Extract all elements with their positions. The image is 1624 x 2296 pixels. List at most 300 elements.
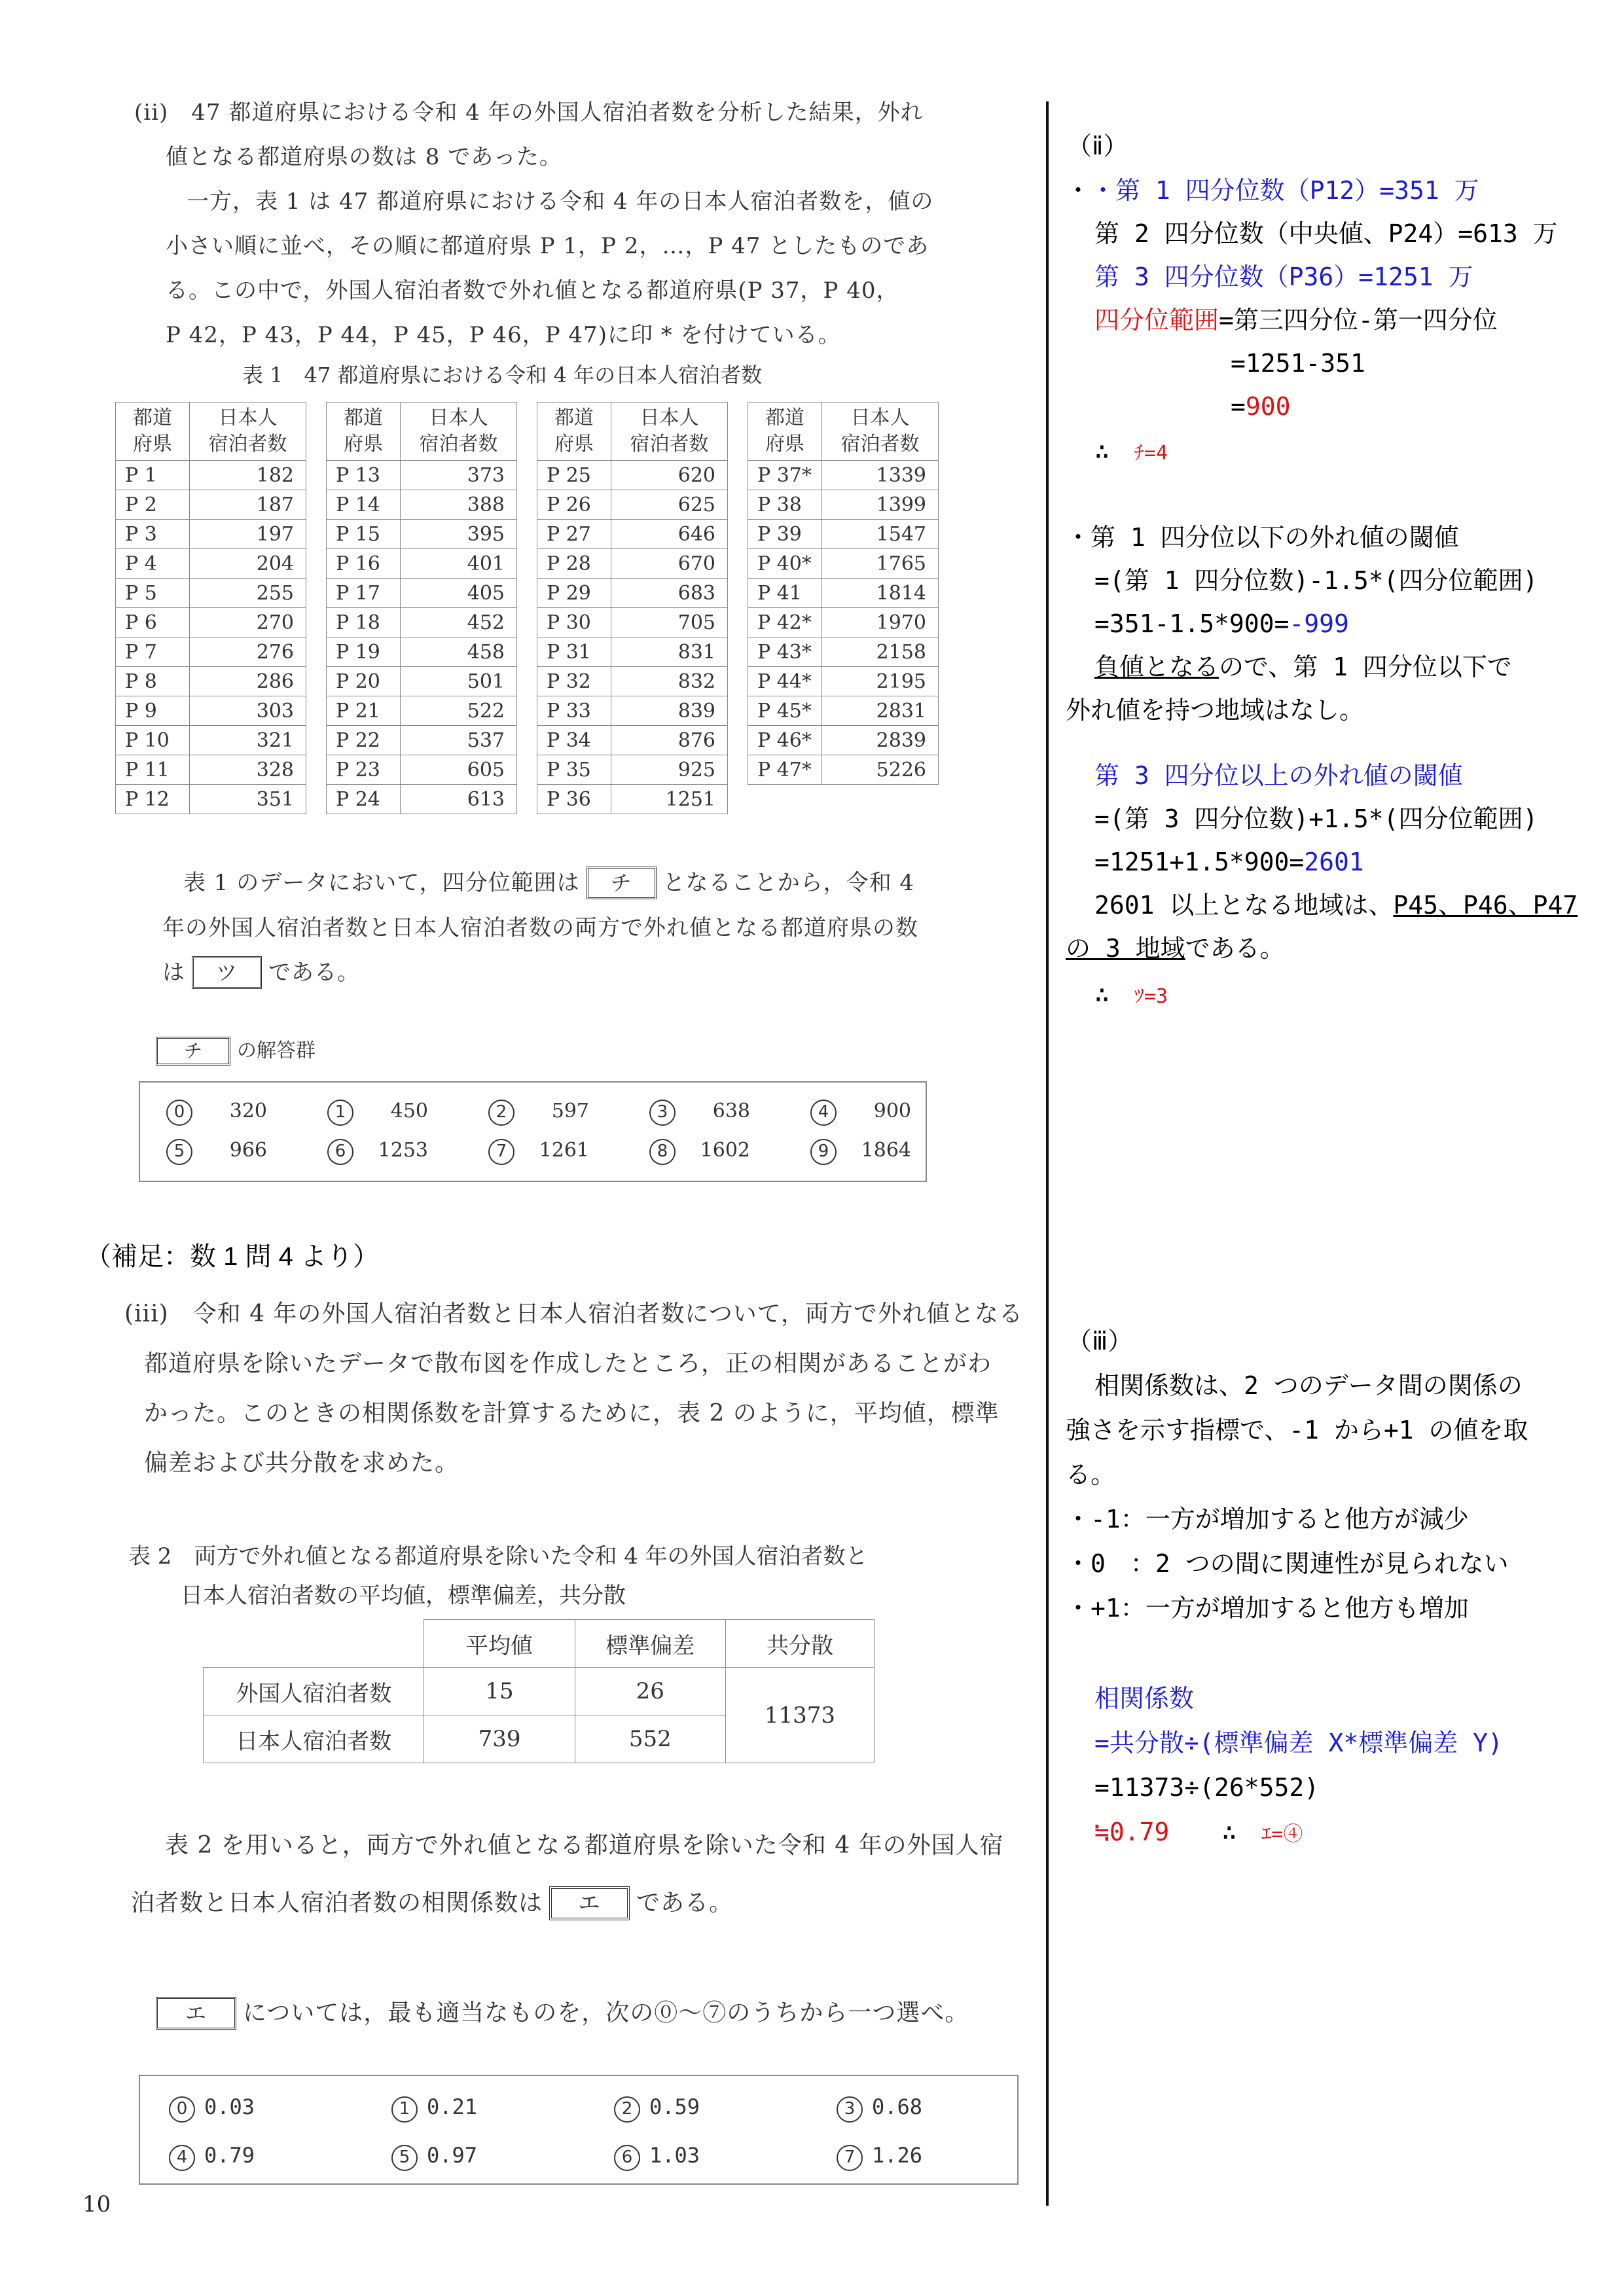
- choice-value: 900: [873, 1100, 911, 1122]
- header-cov: 共分散: [725, 1620, 874, 1668]
- corr-title: 相関係数: [1094, 1684, 1195, 1713]
- choice-number: 7: [488, 1139, 514, 1165]
- table-row: [537, 549, 728, 579]
- table-row: [116, 461, 306, 490]
- choice-number: 9: [810, 1139, 837, 1165]
- choice-item: [614, 2094, 715, 2123]
- column-divider: [1046, 101, 1049, 2206]
- choice-number: 3: [649, 1100, 676, 1126]
- table-row: [116, 520, 306, 549]
- table1-block: [748, 402, 939, 785]
- q-text: は: [162, 960, 185, 986]
- pref-cell: P 21: [327, 696, 401, 726]
- equals: =: [1231, 392, 1246, 421]
- value-cell: 373: [401, 461, 517, 490]
- value-cell: 646: [611, 520, 728, 549]
- value-cell: 1339: [822, 461, 939, 490]
- value-cell: 401: [401, 549, 517, 579]
- choice-item: [327, 1139, 428, 1165]
- pref-cell: P 36: [537, 785, 611, 814]
- header-text: 府県: [344, 433, 383, 456]
- value-cell: 1765: [822, 549, 939, 579]
- choice-item: [810, 1139, 911, 1165]
- value-cell: 537: [401, 726, 517, 755]
- pref-cell: P 28: [537, 549, 611, 579]
- section-iii-title: （ⅲ）: [1067, 1327, 1133, 1355]
- table-row: [537, 726, 728, 755]
- iqr-calc: =1251-351: [1231, 349, 1365, 378]
- table-row: [748, 755, 939, 785]
- header-text: 日本人: [850, 406, 910, 429]
- table-row: [327, 461, 517, 490]
- choice-number: 0: [169, 2096, 195, 2123]
- value-cell: 705: [611, 608, 728, 637]
- choice-item: [391, 2143, 492, 2171]
- over-threshold-line: [1094, 889, 1578, 922]
- therefore-symbol: ∴: [1221, 1818, 1237, 1846]
- table1-title: 表 1 47 都道府県における令和 4 年の日本人宿泊者数: [242, 363, 763, 387]
- negative-underline: 負値となる: [1094, 653, 1219, 681]
- choice-value: 0.79: [204, 2143, 255, 2168]
- q3-question-line2: [131, 1881, 733, 1926]
- value-cell: 5226: [822, 755, 939, 785]
- header-text: 宿泊者数: [419, 433, 498, 456]
- low-threshold-calc: [1094, 607, 1349, 640]
- choice-item: [327, 1100, 428, 1126]
- section-ii-title: （ⅱ）: [1067, 132, 1128, 160]
- pref-cell: P 12: [116, 785, 190, 814]
- iqr-definition: =第三四分位-第一四分位: [1219, 306, 1498, 334]
- value-cell: 2831: [822, 696, 939, 726]
- q2-line: 一方，表 1 は 47 都道府県における令和 4 年の日本人宿泊者数を，値の: [187, 188, 934, 215]
- choice-item: [169, 2094, 270, 2123]
- over-text: 2601 以上となる地域は、: [1094, 891, 1394, 920]
- therefore-symbol: ∴: [1094, 980, 1110, 1009]
- value-cell: 613: [401, 785, 517, 814]
- value-cell: 683: [611, 579, 728, 608]
- table1: [115, 402, 940, 821]
- choice-number: 6: [614, 2145, 640, 2171]
- chi-answer-line: [1094, 435, 1168, 470]
- table-row: [537, 520, 728, 549]
- answer-tsu: ﾂ=3: [1134, 985, 1168, 1008]
- over-text: である。: [1185, 934, 1285, 963]
- choice-item: [614, 2143, 715, 2171]
- choice-number: 5: [391, 2145, 418, 2171]
- table-row: [748, 667, 939, 696]
- header-value: [611, 403, 728, 461]
- table-row: [116, 726, 306, 755]
- pref-cell: P 11: [116, 755, 190, 785]
- calc-text: =351-1.5*900=: [1094, 609, 1290, 638]
- header-text: 宿泊者数: [208, 433, 287, 456]
- table-row: [748, 608, 939, 637]
- choice-value: 0.59: [649, 2094, 700, 2119]
- value-cell: 276: [190, 637, 306, 667]
- pref-cell: P 8: [116, 667, 190, 696]
- table-row: [537, 755, 728, 785]
- header-text: 宿泊者数: [840, 433, 920, 456]
- table-row: [116, 667, 306, 696]
- value-cell: 620: [611, 461, 728, 490]
- choice-value: 1602: [700, 1139, 750, 1162]
- pref-cell: P 4: [116, 549, 190, 579]
- table-row: [116, 696, 306, 726]
- value-cell: 388: [401, 490, 517, 520]
- pref-cell: P 20: [327, 667, 401, 696]
- pref-cell: P 27: [537, 520, 611, 549]
- choice-item: [488, 1100, 589, 1126]
- choice-value: 0.03: [204, 2094, 255, 2119]
- pref-cell: P 33: [537, 696, 611, 726]
- pref-cell: P 44*: [748, 667, 822, 696]
- q3-line: 都道府県を除いたデータで散布図を作成したところ，正の相関があることがわ: [144, 1350, 992, 1377]
- tsu-answer-line: [1094, 978, 1168, 1013]
- header-value: [822, 403, 939, 461]
- q-text: 表 1 のデータにおいて，四分位範囲は: [183, 870, 580, 896]
- table-row: [327, 755, 517, 785]
- header-sd: 標準偏差: [575, 1620, 725, 1668]
- pref-cell: P 26: [537, 490, 611, 520]
- pref-cell: P 13: [327, 461, 401, 490]
- over-count: の 3 地域: [1066, 934, 1185, 963]
- value-cell: 832: [611, 667, 728, 696]
- blank-cell: [204, 1620, 424, 1668]
- value-cell: 1547: [822, 520, 939, 549]
- pref-cell: P 29: [537, 579, 611, 608]
- choice-number: 7: [837, 2145, 863, 2171]
- header-text: 日本人: [218, 406, 278, 429]
- iqr-result: [1231, 390, 1291, 423]
- pref-cell: P 46*: [748, 726, 822, 755]
- pref-cell: P 19: [327, 637, 401, 667]
- high-threshold-title: 第 3 四分位以上の外れ値の閾値: [1094, 761, 1463, 790]
- corr-explain-3: る。: [1066, 1460, 1116, 1489]
- choice-number: 3: [837, 2096, 863, 2123]
- header-text: 日本人: [640, 406, 699, 429]
- value-cell: 286: [190, 667, 306, 696]
- value-cell: 1970: [822, 608, 939, 637]
- table-row: [537, 667, 728, 696]
- table-row: [327, 637, 517, 667]
- calc-text: =1251+1.5*900=: [1094, 848, 1305, 876]
- table1-block: [537, 402, 728, 814]
- pref-cell: P 23: [327, 755, 401, 785]
- pref-cell: P 35: [537, 755, 611, 785]
- answer-box-chi: チ: [586, 867, 657, 899]
- choice-number: 0: [166, 1100, 192, 1126]
- choice-number: 1: [327, 1100, 353, 1126]
- supplement-note: （補足：数 1 問 4 より）: [85, 1242, 379, 1271]
- value-cell: 452: [401, 608, 517, 637]
- corr-calc: =11373÷(26*552): [1094, 1773, 1320, 1802]
- value-cell: 2839: [822, 726, 939, 755]
- value-cell: 501: [401, 667, 517, 696]
- corr-explain-4: ・-1：一方が増加すると他方が減少: [1066, 1505, 1469, 1534]
- chi-answer-group-label: [149, 1034, 316, 1066]
- corr-explain-1: 相関係数は、2 つのデータ間の関係の: [1094, 1371, 1523, 1400]
- value-cell: 670: [611, 549, 728, 579]
- choice-value: 0.97: [427, 2143, 478, 2168]
- header-pref: [116, 403, 190, 461]
- table-row: [116, 549, 306, 579]
- table-row: [537, 608, 728, 637]
- header-text: 府県: [554, 433, 594, 456]
- answer-e: ｴ=④: [1261, 1823, 1303, 1846]
- negative-text: ので、第 1 四分位以下で: [1219, 653, 1512, 681]
- pref-cell: P 24: [327, 785, 401, 814]
- table-row: [116, 785, 306, 814]
- choice-number: 5: [166, 1139, 192, 1165]
- corr-explain-5: ・0 ：2 つの間に関連性が見られない: [1066, 1549, 1509, 1578]
- choice-number: 4: [810, 1100, 837, 1126]
- value-cell: 458: [401, 637, 517, 667]
- pref-cell: P 7: [116, 637, 190, 667]
- pref-cell: P 18: [327, 608, 401, 637]
- table1-block: [115, 402, 306, 814]
- value-cell: 351: [190, 785, 306, 814]
- choice-item: [810, 1100, 911, 1126]
- choice-value: 0.21: [427, 2094, 478, 2119]
- q-text: である。: [268, 960, 361, 986]
- negative-note: [1094, 651, 1512, 683]
- choice-number: 2: [488, 1100, 514, 1126]
- choice-item: [166, 1100, 267, 1126]
- q2-question-line2: 年の外国人宿泊者数と日本人宿泊者数の両方で外れ値となる都道府県の数: [162, 915, 918, 941]
- choice-value: 966: [229, 1139, 267, 1162]
- choice-item: [169, 2143, 270, 2171]
- table-row: [116, 490, 306, 520]
- instruction-text: については，最も適当なものを，次の⓪～⑦のうちから一つ選べ。: [243, 2000, 969, 2026]
- table-row: [537, 461, 728, 490]
- value-cell: 1251: [611, 785, 728, 814]
- answer-box-tsu: ツ: [192, 956, 262, 989]
- pref-cell: P 2: [116, 490, 190, 520]
- table-row: [537, 490, 728, 520]
- q2-line: P 42，P 43，P 44，P 45，P 46，P 47)に印 * を付けている。: [166, 322, 841, 348]
- pref-cell: P 1: [116, 461, 190, 490]
- q-text: である。: [636, 1890, 734, 1916]
- iqr-label: 四分位範囲: [1094, 306, 1219, 334]
- value-cell: 187: [190, 490, 306, 520]
- corr-result-line: [1094, 1816, 1303, 1851]
- q2-line: 値となる都道府県の数は 8 であった。: [166, 144, 562, 170]
- choice-item: [837, 2094, 937, 2123]
- table-row: [537, 785, 728, 814]
- choice-value: 450: [390, 1100, 428, 1122]
- table1-block: [326, 402, 517, 814]
- table-row: [748, 637, 939, 667]
- value-cell: 831: [611, 637, 728, 667]
- header-pref: [748, 403, 822, 461]
- choice-value: 320: [229, 1100, 267, 1122]
- q2-question: [183, 860, 1034, 906]
- q3-paragraph: [124, 1289, 1028, 1488]
- row-label: 外国人宿泊者数: [204, 1668, 424, 1715]
- table-row: [748, 696, 939, 726]
- value-cell: 2195: [822, 667, 939, 696]
- q2-line: る。この中で，外国人宿泊者数で外れ値となる都道府県(P 37，P 40，: [166, 278, 899, 304]
- table-row: [327, 490, 517, 520]
- value-cell: 405: [401, 579, 517, 608]
- value-cell: 925: [611, 755, 728, 785]
- pref-cell: P 45*: [748, 696, 822, 726]
- pref-cell: P 15: [327, 520, 401, 549]
- e-choices-box: [139, 2075, 1019, 2185]
- e-instruction: [149, 1991, 969, 2036]
- pref-cell: P 42*: [748, 608, 822, 637]
- header-pref: [537, 403, 611, 461]
- choice-item: [391, 2094, 492, 2123]
- low-threshold-formula: =(第 1 四分位数)-1.5*(四分位範囲): [1094, 566, 1538, 595]
- pref-cell: P 9: [116, 696, 190, 726]
- q3-line: かった。このときの相関係数を計算するために，表 2 のように，平均値，標準: [144, 1400, 1000, 1427]
- pref-cell: P 40*: [748, 549, 822, 579]
- value-cell: 204: [190, 549, 306, 579]
- pref-cell: P 6: [116, 608, 190, 637]
- table-row: [537, 579, 728, 608]
- low-threshold-value: -999: [1289, 609, 1349, 638]
- mean-value: 15: [424, 1668, 575, 1715]
- corr-formula: =共分散÷(標準偏差 X*標準偏差 Y): [1094, 1729, 1503, 1757]
- choice-number: 6: [327, 1139, 353, 1165]
- choice-number: 2: [614, 2096, 640, 2123]
- choice-number: 1: [391, 2096, 418, 2123]
- high-threshold-value: 2601: [1304, 848, 1364, 876]
- pref-cell: P 41: [748, 579, 822, 608]
- corr-value: 0.79: [1109, 1818, 1170, 1846]
- pref-cell: P 5: [116, 579, 190, 608]
- iqr-line: [1094, 304, 1498, 336]
- choice-number: 8: [649, 1139, 676, 1165]
- header-text: 都道: [554, 406, 594, 429]
- header-text: 府県: [133, 433, 172, 456]
- q2-line: 小さい順に並べ，その順に都道府県 P 1，P 2，…，P 47 としたものであ: [166, 233, 929, 259]
- choice-value: 1261: [539, 1139, 589, 1162]
- header-pref: [327, 403, 401, 461]
- q2-line: 第 2 四分位数（中央値、P24）=613 万: [1094, 219, 1558, 248]
- value-cell: 522: [401, 696, 517, 726]
- q2-paragraph: [134, 90, 1024, 357]
- q-text: 泊者数と日本人宿泊者数の相関係数は: [131, 1890, 543, 1916]
- pref-cell: P 47*: [748, 755, 822, 785]
- pref-cell: P 22: [327, 726, 401, 755]
- table-row: [748, 490, 939, 520]
- q3-line: 第 3 四分位数（P36）=1251 万: [1094, 262, 1473, 291]
- q2-question-line3: [162, 950, 360, 995]
- pref-cell: P 34: [537, 726, 611, 755]
- pref-cell: P 31: [537, 637, 611, 667]
- value-cell: 328: [190, 755, 306, 785]
- pref-cell: P 3: [116, 520, 190, 549]
- pref-cell: P 39: [748, 520, 822, 549]
- table-row: [116, 579, 306, 608]
- table-row: [748, 726, 939, 755]
- value-cell: 182: [190, 461, 306, 490]
- pref-cell: P 37*: [748, 461, 822, 490]
- value-cell: 605: [401, 755, 517, 785]
- answer-box-e: エ: [549, 1886, 630, 1920]
- table-row: [748, 549, 939, 579]
- table-row: [327, 520, 517, 549]
- high-threshold-calc: [1094, 846, 1364, 878]
- pref-cell: P 38: [748, 490, 822, 520]
- answer-chi: ﾁ=4: [1134, 442, 1168, 465]
- sd-value: 552: [575, 1715, 725, 1763]
- value-cell: 303: [190, 696, 306, 726]
- choice-value: 638: [712, 1100, 750, 1122]
- table-row: [327, 667, 517, 696]
- table-row: [748, 520, 939, 549]
- therefore-symbol: ∴: [1094, 437, 1110, 465]
- value-cell: 270: [190, 608, 306, 637]
- pref-cell: P 30: [537, 608, 611, 637]
- table-row: [116, 637, 306, 667]
- answer-box-e-small: エ: [156, 1997, 236, 2030]
- approx-symbol: ≒: [1094, 1818, 1110, 1846]
- choice-item: [649, 1100, 750, 1126]
- header-mean: 平均値: [424, 1620, 575, 1668]
- choice-value: 1.03: [649, 2143, 700, 2168]
- mean-value: 739: [424, 1715, 575, 1763]
- table-row: [327, 726, 517, 755]
- corr-explain-6: ・+1：一方が増加すると他方も増加: [1066, 1594, 1469, 1623]
- q3-line: (iii) 令和 4 年の外国人宿泊者数と日本人宿泊者数について，両方で外れ値となる: [124, 1300, 1023, 1327]
- cov-value: 11373: [725, 1668, 874, 1763]
- value-cell: 395: [401, 520, 517, 549]
- q3-question-line1: 表 2 を用いると，両方で外れ値となる都道府県を除いた令和 4 年の外国人宿: [165, 1832, 1004, 1859]
- table-row: [116, 755, 306, 785]
- value-cell: 876: [611, 726, 728, 755]
- pref-cell: P 32: [537, 667, 611, 696]
- over-threshold-line2: [1066, 932, 1285, 965]
- value-cell: 197: [190, 520, 306, 549]
- header-text: 日本人: [429, 406, 488, 429]
- q2-question-line1: [183, 860, 1034, 906]
- header-value: [190, 403, 306, 461]
- choice-value: 1253: [378, 1139, 428, 1162]
- table-row: [116, 608, 306, 637]
- value-cell: 321: [190, 726, 306, 755]
- negative-note-line2: 外れ値を持つ地域はなし。: [1066, 696, 1365, 725]
- table-row: [327, 579, 517, 608]
- q-text: となることから，令和 4: [662, 870, 915, 896]
- label-text: の解答群: [237, 1039, 316, 1062]
- corr-explain-2: 強さを示す指標で、-1 から+1 の値を取: [1066, 1416, 1528, 1444]
- q2-line: (ii) 47 都道府県における令和 4 年の外国人宿泊者数を分析した結果，外れ: [134, 99, 924, 126]
- table2: [203, 1619, 875, 1763]
- choice-number: 4: [169, 2145, 195, 2171]
- header-text: 都道: [765, 406, 804, 429]
- row-label: 日本人宿泊者数: [204, 1715, 424, 1763]
- header-text: 宿泊者数: [630, 433, 709, 456]
- choice-item: [649, 1139, 750, 1165]
- table-row: [327, 549, 517, 579]
- table-row: [537, 637, 728, 667]
- table-row: [537, 696, 728, 726]
- q3-line: 偏差および共分散を求めた。: [144, 1450, 460, 1477]
- chi-choices-box: [139, 1081, 927, 1182]
- pref-cell: P 10: [116, 726, 190, 755]
- table-row: [748, 579, 939, 608]
- pref-cell: P 17: [327, 579, 401, 608]
- choice-value: 0.68: [872, 2094, 923, 2119]
- pref-cell: P 14: [327, 490, 401, 520]
- choice-item: [837, 2143, 937, 2171]
- choice-value: 1.26: [872, 2143, 923, 2168]
- high-threshold-formula: =(第 3 四分位数)+1.5*(四分位範囲): [1094, 804, 1538, 833]
- value-cell: 255: [190, 579, 306, 608]
